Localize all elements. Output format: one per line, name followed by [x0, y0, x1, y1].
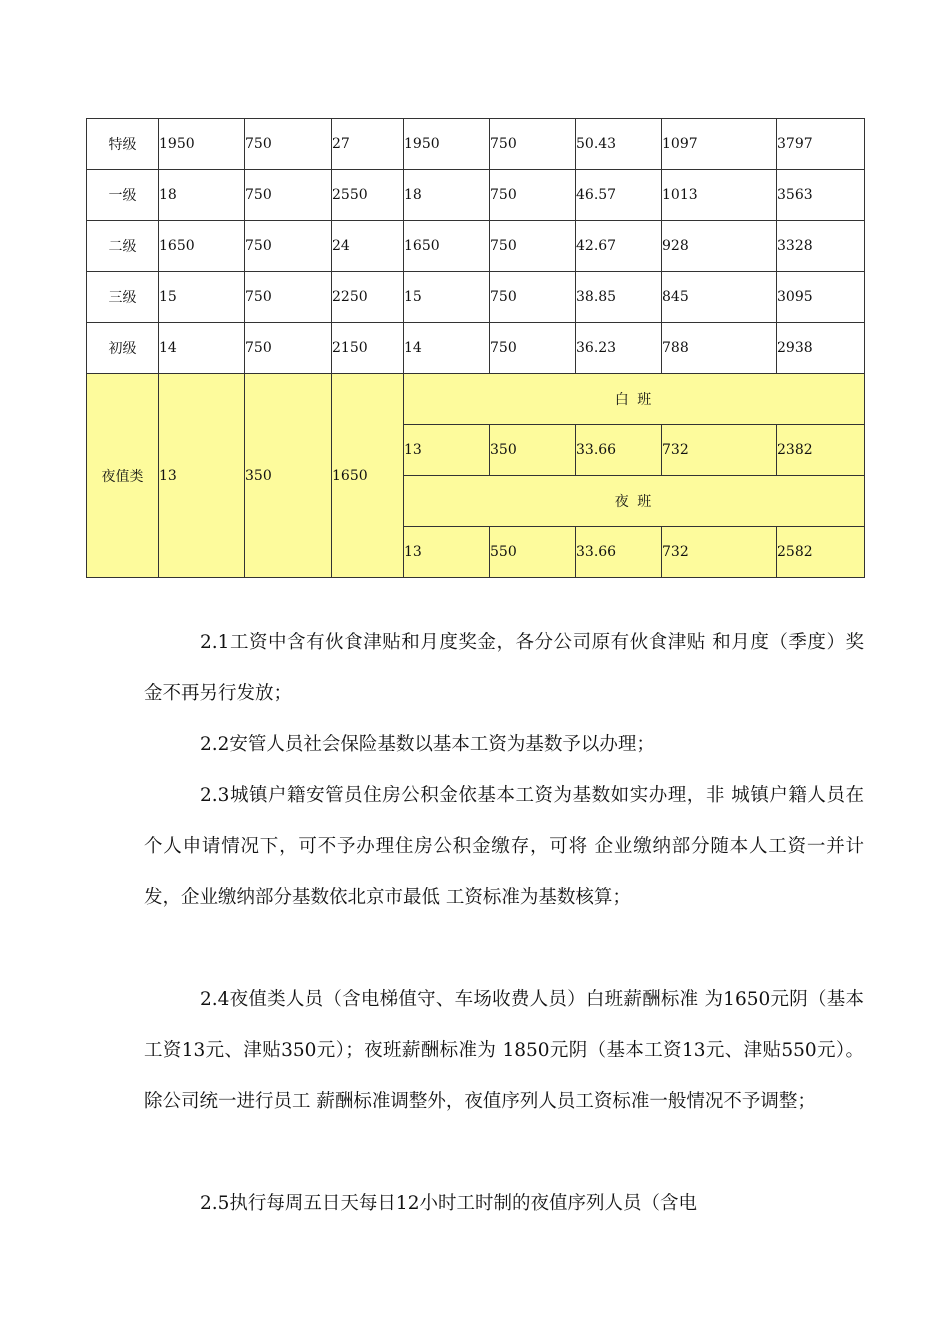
table-cell: 3563 — [777, 170, 865, 221]
table-row — [87, 221, 865, 272]
table-cell: 33.66 — [576, 527, 662, 578]
table-cell: 3328 — [777, 221, 865, 272]
table-row — [87, 272, 865, 323]
level-cell: 三级 — [87, 272, 159, 323]
table-cell: 1650 — [404, 221, 490, 272]
night-shift-label: 夜 班 — [404, 476, 865, 527]
table-cell: 788 — [662, 323, 777, 374]
table-cell: 2150 — [332, 323, 404, 374]
table-cell: 1950 — [404, 119, 490, 170]
table-cell: 1650 — [159, 221, 245, 272]
table-cell: 1950 — [159, 119, 245, 170]
salary-table — [86, 118, 865, 578]
table-cell: 13 — [404, 425, 490, 476]
paragraph-2-2 — [144, 719, 864, 770]
table-cell: 18 — [159, 170, 245, 221]
paragraph-2-3 — [144, 770, 864, 923]
table-cell: 750 — [245, 272, 332, 323]
table-cell: 750 — [490, 119, 576, 170]
table-cell: 350 — [490, 425, 576, 476]
table-cell: 750 — [490, 272, 576, 323]
table-row-night — [87, 374, 865, 425]
paragraph-2-4 — [144, 974, 864, 1127]
table-cell: 18 — [404, 170, 490, 221]
table-cell: 350 — [245, 374, 332, 578]
table-row — [87, 170, 865, 221]
level-cell: 二级 — [87, 221, 159, 272]
paragraph-2-5 — [144, 1178, 864, 1229]
paragraph-2-1 — [144, 617, 864, 719]
table-cell: 46.57 — [576, 170, 662, 221]
paragraph-text: 2.2安管人员社会保险基数以基本工资为基数予以办理； — [200, 734, 655, 755]
table-cell: 750 — [490, 170, 576, 221]
table-cell: 1013 — [662, 170, 777, 221]
table-row — [87, 323, 865, 374]
table-cell: 24 — [332, 221, 404, 272]
table-cell: 38.85 — [576, 272, 662, 323]
table-cell: 2250 — [332, 272, 404, 323]
table-cell: 750 — [245, 323, 332, 374]
table-cell: 27 — [332, 119, 404, 170]
table-cell: 550 — [490, 527, 576, 578]
level-cell: 特级 — [87, 119, 159, 170]
table-cell: 42.67 — [576, 221, 662, 272]
table-cell: 3797 — [777, 119, 865, 170]
table-cell: 15 — [404, 272, 490, 323]
level-cell: 初级 — [87, 323, 159, 374]
table-cell: 14 — [404, 323, 490, 374]
day-shift-label: 白 班 — [404, 374, 865, 425]
table-cell: 2582 — [777, 527, 865, 578]
table-cell: 1097 — [662, 119, 777, 170]
table-cell: 732 — [662, 425, 777, 476]
paragraph-text: 2.5执行每周五日天每日12小时工时制的夜值序列人员（含电 — [200, 1193, 697, 1214]
table-cell: 750 — [245, 119, 332, 170]
table-cell: 2382 — [777, 425, 865, 476]
table-cell: 13 — [159, 374, 245, 578]
table-cell: 2938 — [777, 323, 865, 374]
table-cell: 50.43 — [576, 119, 662, 170]
table-cell: 2550 — [332, 170, 404, 221]
table-cell: 13 — [404, 527, 490, 578]
paragraph-text: 2.4夜值类人员（含电梯值守、车场收费人员）白班薪酬标准 为1650元阴（基本工资13元、津贴350元）；夜班薪酬标准为 1850元阴（基本工资13元、津贴550元）。除公司统一进行员工 薪酬标准调整外，夜值序列人员工资标准一般情况不予调整； — [144, 989, 864, 1112]
table-cell: 750 — [490, 323, 576, 374]
table-cell: 750 — [245, 170, 332, 221]
paragraph-text: 2.1工资中含有伙食津贴和月度奖金，各分公司原有伙食津贴 和月度（季度）奖金不再另行发放； — [144, 632, 864, 704]
table-cell: 750 — [245, 221, 332, 272]
table-cell: 36.23 — [576, 323, 662, 374]
table-cell: 845 — [662, 272, 777, 323]
table-cell: 732 — [662, 527, 777, 578]
table-cell: 3095 — [777, 272, 865, 323]
table-cell: 1650 — [332, 374, 404, 578]
table-cell: 928 — [662, 221, 777, 272]
paragraph-text: 2.3城镇户籍安管员住房公积金依基本工资为基数如实办理，非 城镇户籍人员在个人申请情况下，可不予办理住房公积金缴存，可将 企业缴纳部分随本人工资一并计发，企业缴纳部分基数依北京市最低 工资标准为基数核算； — [144, 785, 864, 908]
level-cell-night: 夜值类 — [87, 374, 159, 578]
table-cell: 750 — [490, 221, 576, 272]
table-cell: 33.66 — [576, 425, 662, 476]
table-cell: 15 — [159, 272, 245, 323]
table-cell: 14 — [159, 323, 245, 374]
table-row — [87, 119, 865, 170]
level-cell: 一级 — [87, 170, 159, 221]
